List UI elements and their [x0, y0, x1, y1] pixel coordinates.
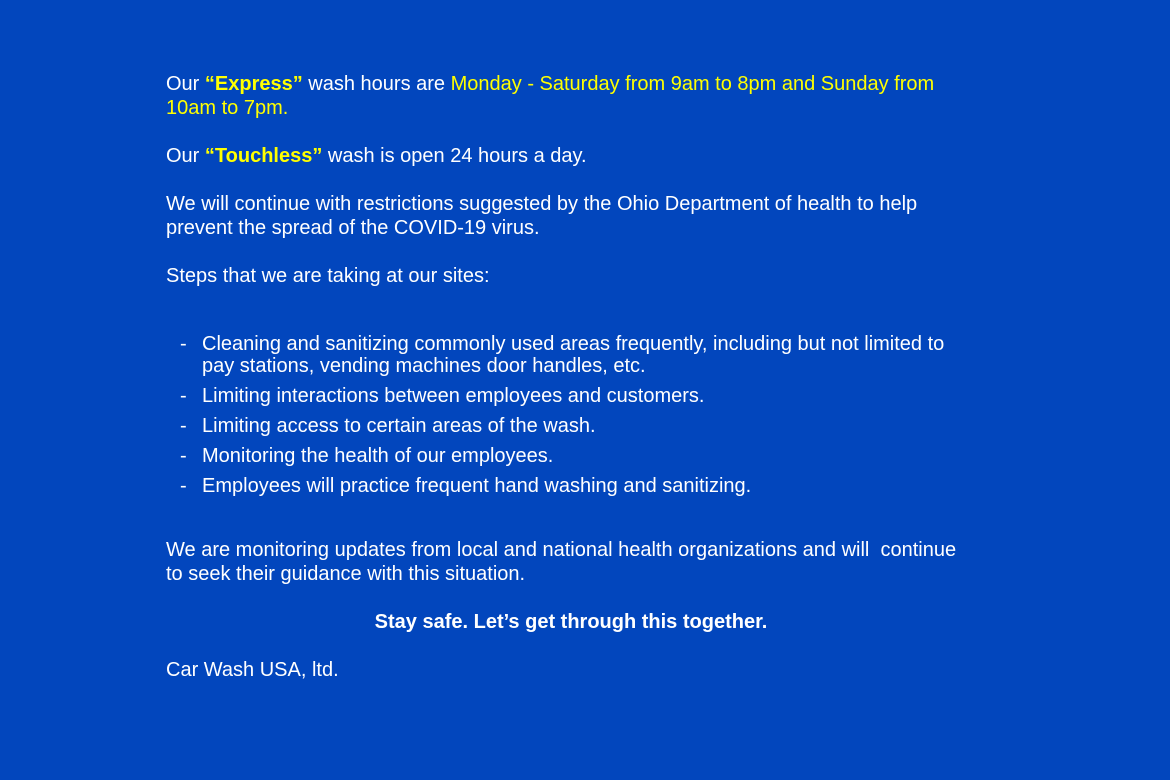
- dash-bullet-marker: -: [180, 475, 187, 497]
- touchless-wash-name: “Touchless”: [204, 145, 323, 167]
- list-item: [166, 445, 976, 467]
- express-wash-name: “Express”: [204, 73, 303, 95]
- list-item: [166, 415, 976, 437]
- notice-content: [166, 72, 976, 682]
- bullet-text: Employees will practice frequent hand washing and sanitizing.: [202, 475, 752, 497]
- tagline: Stay safe. Let’s get through this together.: [374, 611, 768, 633]
- signature: Car Wash USA, ltd.: [166, 659, 339, 681]
- touchless-suffix: wash is open 24 hours a day.: [322, 145, 587, 167]
- steps-heading: Steps that we are taking at our sites:: [166, 265, 490, 287]
- dash-bullet-marker: -: [180, 333, 187, 355]
- steps-list: [166, 333, 976, 497]
- touchless-prefix: Our: [166, 145, 205, 167]
- dash-bullet-marker: -: [180, 445, 187, 467]
- monitoring-paragraph: We are monitoring updates from local and national health organizations and will continue to seek their guidance with this situation.: [166, 539, 962, 585]
- express-hours-paragraph: [166, 72, 976, 120]
- bullet-text: Cleaning and sanitizing commonly used areas frequently, including but not limited to pay stations, vending machines door handles, etc.: [202, 333, 945, 377]
- list-item: [166, 475, 976, 497]
- express-middle: wash hours are: [302, 73, 451, 95]
- list-item: [166, 385, 976, 407]
- bullet-text: Limiting interactions between employees and customers.: [202, 385, 705, 407]
- bullet-text: Limiting access to certain areas of the wash.: [202, 415, 596, 437]
- dash-bullet-marker: -: [180, 385, 187, 407]
- dash-bullet-marker: -: [180, 415, 187, 437]
- bullet-text: Monitoring the health of our employees.: [202, 445, 554, 467]
- restrictions-paragraph: We will continue with restrictions suggested by the Ohio Department of health to help prevent the spread of the COVID-19 virus.: [166, 193, 918, 239]
- express-hours: Monday - Saturday from 9am to 8pm and Sunday from 10am to 7pm.: [166, 73, 935, 119]
- list-item: [166, 333, 976, 377]
- touchless-paragraph: [166, 144, 976, 168]
- express-prefix: Our: [166, 73, 205, 95]
